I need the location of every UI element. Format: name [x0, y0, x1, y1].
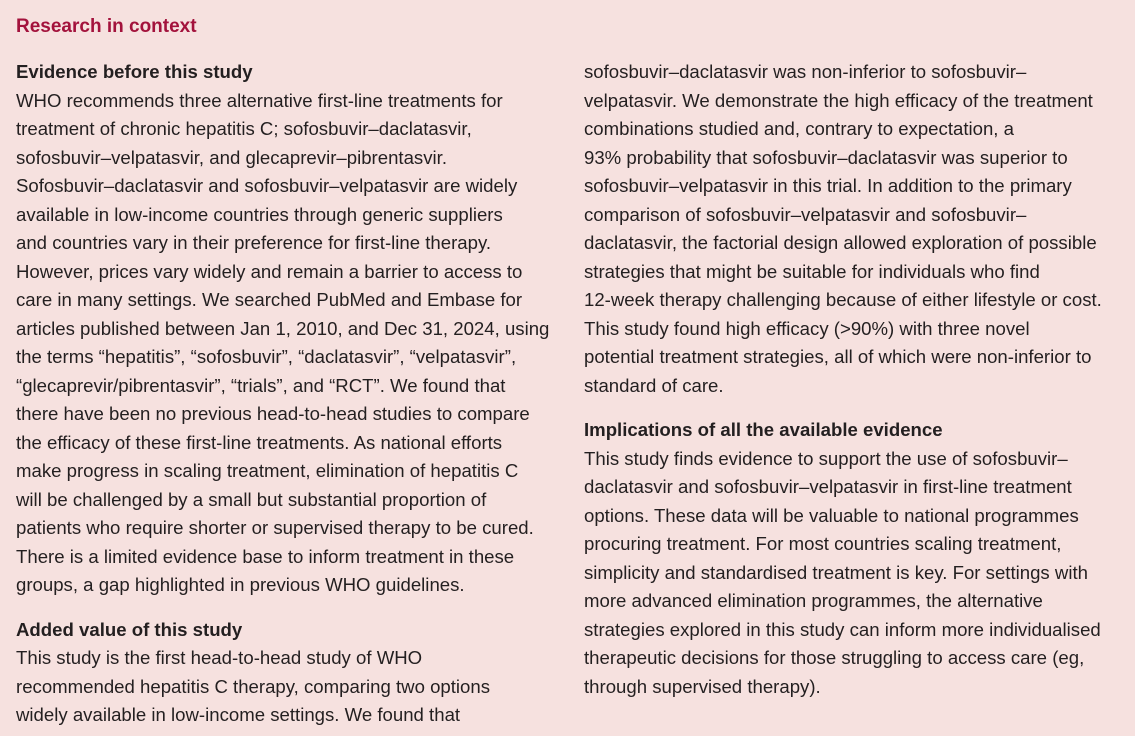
- text-line: the terms “hepatitis”, “sofosbuvir”, “daclatasvir”, “velpatasvir”,: [16, 346, 517, 367]
- text-line: daclatasvir and sofosbuvir–velpatasvir in first-line treatment: [584, 476, 1072, 497]
- text-line: widely available in low-income settings. We found that: [16, 704, 461, 725]
- text-line: through supervised therapy).: [584, 675, 821, 697]
- text-line: strategies explored in this study can inform more individualised: [584, 618, 1101, 640]
- text-line: simplicity and standardised treatment is key. For settings with: [584, 561, 1088, 583]
- panel-title: Research in context: [16, 16, 197, 37]
- evidence-before-section: [16, 58, 561, 600]
- text-line: sofosbuvir–velpatasvir in this trial. In addition to the primary: [584, 175, 1072, 196]
- text-line: standard of care.: [584, 374, 724, 396]
- text-line: WHO recommends three alternative first-line treatments for: [16, 89, 503, 111]
- added-value-heading: Added value of this study: [16, 618, 243, 640]
- text-line: 93% probability that sofosbuvir–daclatasvir was superior to: [584, 146, 1068, 168]
- right-column: [584, 58, 1129, 701]
- text-line: There is a limited evidence base to inform treatment in these: [16, 545, 515, 567]
- implications-section: [584, 416, 1129, 701]
- text-line: there have been no previous head-to-head studies to compare: [16, 403, 530, 424]
- evidence-before-heading: Evidence before this study: [16, 61, 253, 82]
- text-line: sofosbuvir–daclatasvir was non-inferior to sofosbuvir–: [584, 61, 1027, 82]
- added-value-continued: [584, 58, 1129, 400]
- section-spacer: [584, 400, 1129, 416]
- section-spacer: [16, 600, 561, 616]
- text-line: This study finds evidence to support the use of sofosbuvir–: [584, 447, 1068, 469]
- text-line: recommended hepatitis C therapy, comparing two options: [16, 675, 491, 697]
- text-line: more advanced elimination programmes, the alternative: [584, 590, 1043, 611]
- text-line: articles published between Jan 1, 2010, and Dec 31, 2024, using: [16, 317, 550, 339]
- text-line: “glecaprevir/pibrentasvir”, “trials”, and “RCT”. We found that: [16, 374, 506, 396]
- evidence-before-text: [16, 87, 561, 600]
- text-line: make progress in scaling treatment, elimination of hepatitis C: [16, 460, 519, 481]
- text-line: treatment of chronic hepatitis C; sofosbuvir–daclatasvir,: [16, 118, 472, 139]
- implications-heading: Implications of all the available evidence: [584, 419, 943, 440]
- text-line: daclatasvir, the factorial design allowed exploration of possible: [584, 232, 1097, 253]
- text-line: available in low-income countries through generic suppliers: [16, 203, 503, 225]
- text-line: strategies that might be suitable for individuals who find: [584, 260, 1040, 282]
- text-line: therapeutic decisions for those struggling to access care (eg,: [584, 647, 1085, 668]
- text-line: patients who require shorter or supervised therapy to be cured.: [16, 517, 534, 538]
- text-line: This study found high efficacy (>90%) with three novel: [584, 317, 1030, 339]
- text-line: This study is the first head-to-head study of WHO: [16, 647, 423, 668]
- text-line: will be challenged by a small but substantial proportion of: [16, 488, 487, 510]
- text-line: comparison of sofosbuvir–velpatasvir and sofosbuvir–: [584, 203, 1027, 225]
- text-line: potential treatment strategies, all of which were non-inferior to: [584, 346, 1092, 367]
- text-line: velpatasvir. We demonstrate the high efficacy of the treatment: [584, 89, 1093, 111]
- added-value-section: [16, 616, 561, 730]
- text-line: the efficacy of these first-line treatments. As national efforts: [16, 431, 503, 453]
- text-line: options. These data will be valuable to national programmes: [584, 504, 1079, 526]
- left-column: [16, 58, 561, 730]
- text-line: However, prices vary widely and remain a barrier to access to: [16, 260, 523, 282]
- text-line: procuring treatment. For most countries scaling treatment,: [584, 533, 1062, 554]
- text-line: and countries vary in their preference for first-line therapy.: [16, 232, 492, 253]
- text-line: combinations studied and, contrary to expectation, a: [584, 118, 1014, 139]
- implications-text: [584, 445, 1129, 702]
- text-line: 12-week therapy challenging because of either lifestyle or cost.: [584, 289, 1102, 310]
- added-value-text-start: [16, 644, 561, 730]
- text-line: care in many settings. We searched PubMed and Embase for: [16, 289, 523, 310]
- text-line: groups, a gap highlighted in previous WHO guidelines.: [16, 574, 465, 595]
- text-line: sofosbuvir–velpatasvir, and glecaprevir–pibrentasvir.: [16, 146, 447, 168]
- added-value-text-continued: [584, 58, 1129, 400]
- text-line: Sofosbuvir–daclatasvir and sofosbuvir–velpatasvir are widely: [16, 175, 518, 196]
